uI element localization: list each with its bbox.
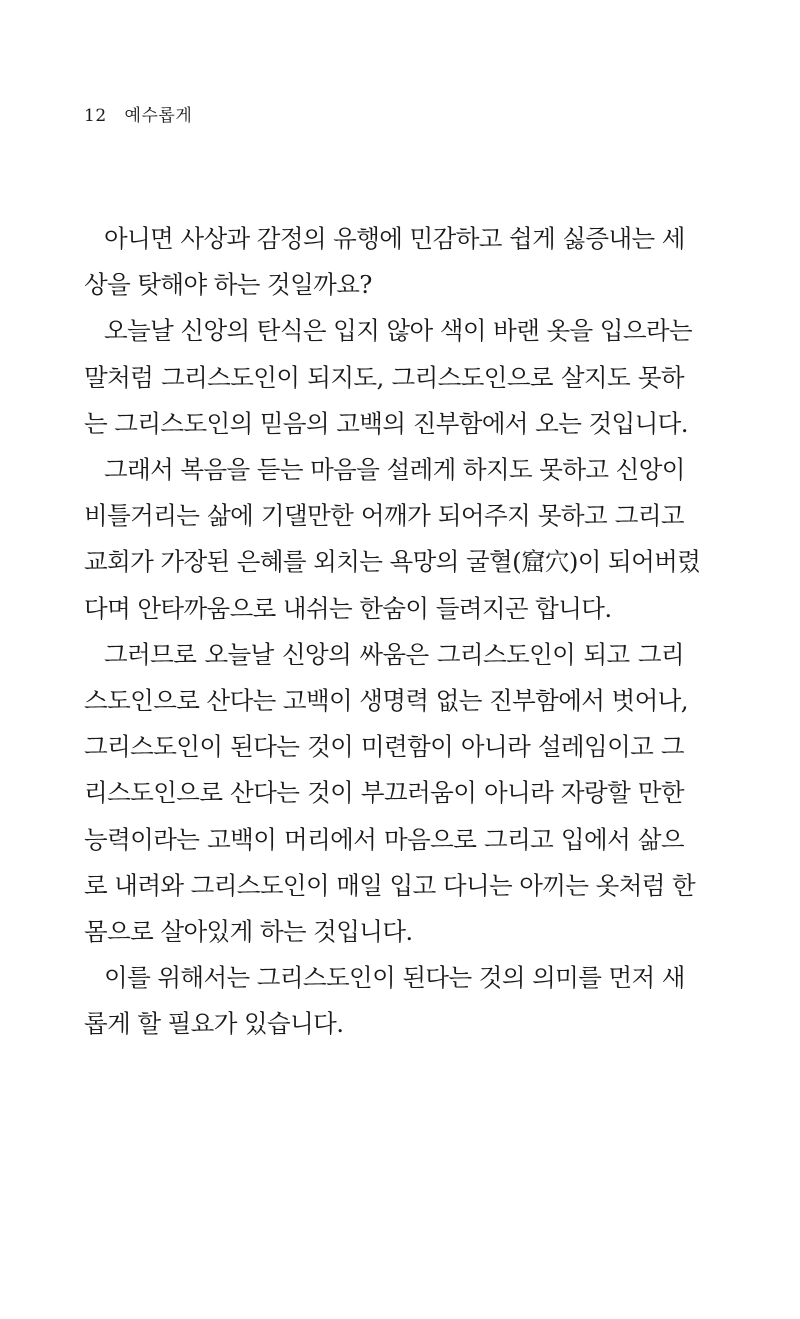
text-line: 롭게 할 필요가 있습니다. [84, 1009, 344, 1039]
text-line: 다며 안타까움으로 내쉬는 한숨이 들려지곤 합니다. [84, 593, 612, 623]
paragraph-4 [84, 632, 696, 955]
text-line: 로 내려와 그리스도인이 매일 입고 다니는 아끼는 옷처럼 한 [84, 870, 696, 900]
text-line: 상을 탓해야 하는 것일까요? [84, 270, 372, 300]
text-line: 능력이라는 고백이 머리에서 마음으로 그리고 입에서 삶으 [84, 824, 684, 854]
paragraph-5 [84, 955, 684, 1047]
text-line: 그러므로 오늘날 신앙의 싸움은 그리스도인이 되고 그리 [104, 639, 684, 669]
text-line: 교회가 가장된 은혜를 외치는 욕망의 굴혈(窟穴)이 되어버렸 [84, 547, 701, 577]
text-line: 아니면 사상과 감정의 유행에 민감하고 쉽게 싫증내는 세 [104, 224, 685, 253]
text-line: 몸으로 살아있게 하는 것입니다. [84, 917, 413, 947]
paragraph-2 [84, 308, 693, 447]
text-line: 그래서 복음을 듣는 마음을 설레게 하지도 못하고 신앙이 [104, 455, 685, 485]
text-line: 말처럼 그리스도인이 되지도, 그리스도인으로 살지도 못하 [84, 362, 684, 392]
text-line: 그리스도인이 된다는 것이 미련함이 아니라 설레임이고 그 [84, 732, 684, 762]
text-line: 오늘날 신앙의 탄식은 입지 않아 색이 바랜 옷을 입으라는 [104, 316, 693, 346]
paragraph-1 [84, 216, 684, 308]
text-line: 스도인으로 산다는 고백이 생명력 없는 진부함에서 벗어나, [84, 686, 688, 716]
body-text [84, 216, 701, 1048]
text-line: 리스도인으로 산다는 것이 부끄러움이 아니라 자랑할 만한 [84, 778, 684, 808]
text-line: 는 그리스도인의 믿음의 고백의 진부함에서 오는 것입니다. [84, 408, 688, 438]
text-line: 비틀거리는 삶에 기댈만한 어깨가 되어주지 못하고 그리고 [84, 501, 684, 531]
text-line: 이를 위해서는 그리스도인이 된다는 것의 의미를 먼저 새 [104, 963, 685, 993]
page-number: 12 [84, 106, 107, 126]
book-title: 예수롭게 [124, 106, 193, 126]
paragraph-3 [84, 447, 701, 632]
running-header [84, 104, 192, 128]
